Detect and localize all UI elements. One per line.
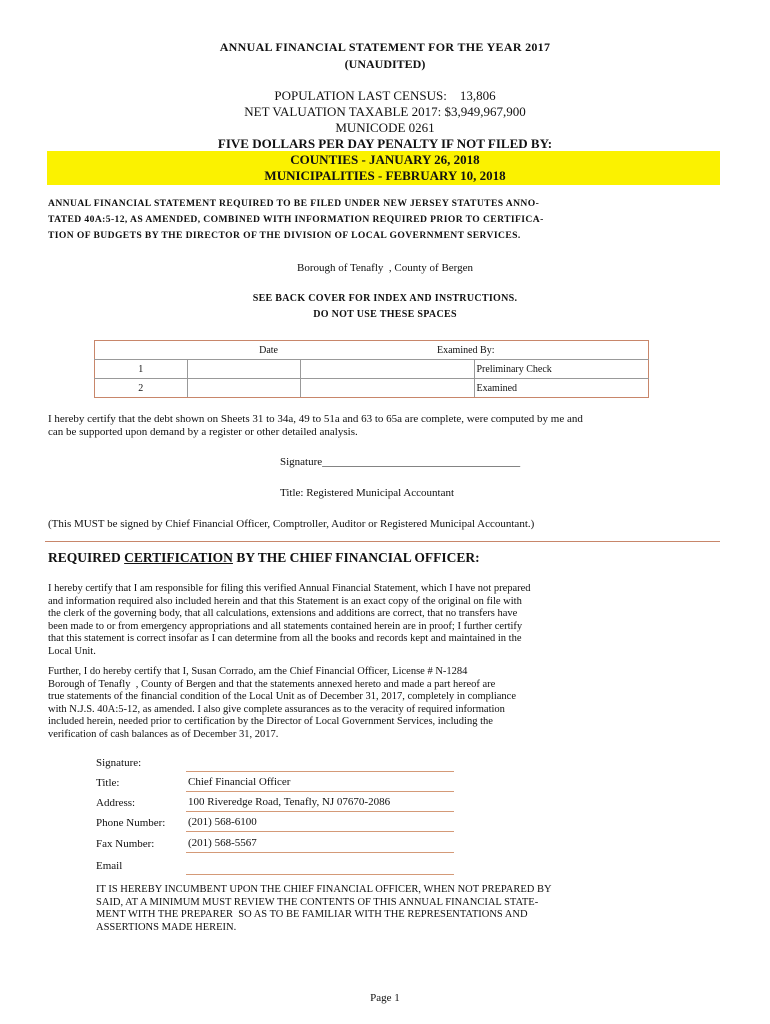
form-subtitle: (UNAUDITED)	[344, 57, 426, 71]
row-number: 1	[95, 360, 188, 379]
counties-deadline: COUNTIES - JANUARY 26, 2018	[290, 152, 480, 167]
cfo-paragraph-2: Further, I do hereby certify that I, Susan Corrado, am the Chief Financial Officer, License # N-1284 Borough of Tenafly , County of Bergen and that the statements annexed hereto and made a part hereof are true statements of the financial condition of the Local Unit as of December 31, 2017, completely in compliance with N.J.S. 40A:5-12, as amended. I also give complete assurances as to the veracity of required information included herein, needed prior to certification by the Director of Local Government Services, including the verification of cash balances as of December 31, 2017.	[48, 666, 516, 740]
rma-title: Title: Registered Municipal Accountant	[280, 487, 455, 499]
table-row	[95, 379, 649, 398]
email-field[interactable]	[186, 859, 454, 875]
address-field[interactable]: 100 Riveredge Road, Tenafly, NJ 07670-2086	[186, 796, 454, 812]
email-label: Email	[96, 860, 123, 872]
valuation-line: NET VALUATION TAXABLE 2017: $3,949,967,900	[244, 104, 526, 119]
incumbent-note: IT IS HEREBY INCUMBENT UPON THE CHIEF FINANCIAL OFFICER, WHEN NOT PREPARED BY SAID, AT A MINIMUM MUST REVIEW THE CONTENTS OF THIS ANNUAL FINANCIAL STATE- MENT WITH THE PREPARER SO AS TO BE FAMILIAR WITH THE REPRESENTATIONS AND ASSERTIONS MADE HEREIN.	[96, 884, 552, 933]
examination-table	[94, 340, 649, 398]
signature-label: Signature:	[96, 757, 142, 769]
row-label: Examined	[474, 379, 649, 398]
page-number: Page 1	[370, 992, 400, 1004]
row-label: Preliminary Check	[474, 360, 649, 379]
statute-line-2: TATED 40A:5-12, AS AMENDED, COMBINED WITH INFORMATION REQUIRED PRIOR TO CERTIFICA-	[48, 214, 544, 225]
form-title: ANNUAL FINANCIAL STATEMENT FOR THE YEAR 2017	[219, 40, 551, 54]
municipality-name: Borough of Tenafly , County of Bergen	[296, 262, 474, 274]
instructions-line-2: DO NOT USE THESE SPACES	[313, 309, 457, 320]
cfo-heading: REQUIRED CERTIFICATION BY THE CHIEF FINANCIAL OFFICER:	[48, 550, 480, 565]
fax-field[interactable]: (201) 568-5567	[186, 837, 454, 853]
municode-line: MUNICODE 0261	[335, 120, 435, 135]
section-divider	[45, 541, 720, 542]
instructions-line-1: SEE BACK COVER FOR INDEX AND INSTRUCTIONS.	[252, 293, 518, 304]
statute-line-3: TION OF BUDGETS BY THE DIRECTOR OF THE DIVISION OF LOCAL GOVERNMENT SERVICES.	[48, 230, 521, 241]
signature-field[interactable]	[186, 756, 454, 772]
phone-label: Phone Number:	[96, 817, 166, 829]
debt-cert-line-1: I hereby certify that the debt shown on Sheets 31 to 34a, 49 to 51a and 63 to 65a are complete, were computed by me and	[48, 413, 583, 425]
statute-line-1: ANNUAL FINANCIAL STATEMENT REQUIRED TO BE FILED UNDER NEW JERSEY STATUTES ANNO-	[48, 198, 540, 209]
phone-field[interactable]: (201) 568-6100	[186, 816, 454, 832]
date-cell[interactable]	[187, 379, 300, 398]
rma-signature-line[interactable]: Signature____________________________________	[280, 456, 521, 468]
debt-cert-line-2: can be supported upon demand by a register or other detailed analysis.	[48, 426, 358, 438]
address-label: Address:	[96, 797, 136, 809]
table-header-blank	[95, 341, 188, 360]
row-number: 2	[95, 379, 188, 398]
penalty-line: FIVE DOLLARS PER DAY PENALTY IF NOT FILED BY:	[217, 136, 553, 151]
municipalities-deadline: MUNICIPALITIES - FEBRUARY 10, 2018	[264, 168, 506, 183]
title-label: Title:	[96, 777, 120, 789]
table-row	[95, 360, 649, 379]
date-header: Date	[187, 341, 300, 360]
date-cell[interactable]	[187, 360, 300, 379]
population-line: POPULATION LAST CENSUS: 13,806	[274, 88, 496, 103]
table-header-row	[95, 341, 649, 360]
title-field[interactable]: Chief Financial Officer	[186, 776, 454, 792]
examiner-cell[interactable]	[300, 360, 474, 379]
signing-note: (This MUST be signed by Chief Financial Officer, Comptroller, Auditor or Registered Municipal Accountant.)	[48, 518, 535, 530]
examined-by-header: Examined By:	[474, 341, 649, 360]
cfo-paragraph-1: I hereby certify that I am responsible for filing this verified Annual Financial Statement, which I have not prepared and information required also included herein and that this Statement is an exact copy of the original on file with the clerk of the governing body, that all calculations, extensions and additions are correct, that no transfers have been made to or from emergency appropriations and all statements contained herein are in proof; I further certify that this statement is correct insofar as I can determine from all the books and records kept and maintained in the Local Unit.	[48, 583, 531, 657]
examiner-cell[interactable]	[300, 379, 474, 398]
fax-label: Fax Number:	[96, 838, 155, 850]
